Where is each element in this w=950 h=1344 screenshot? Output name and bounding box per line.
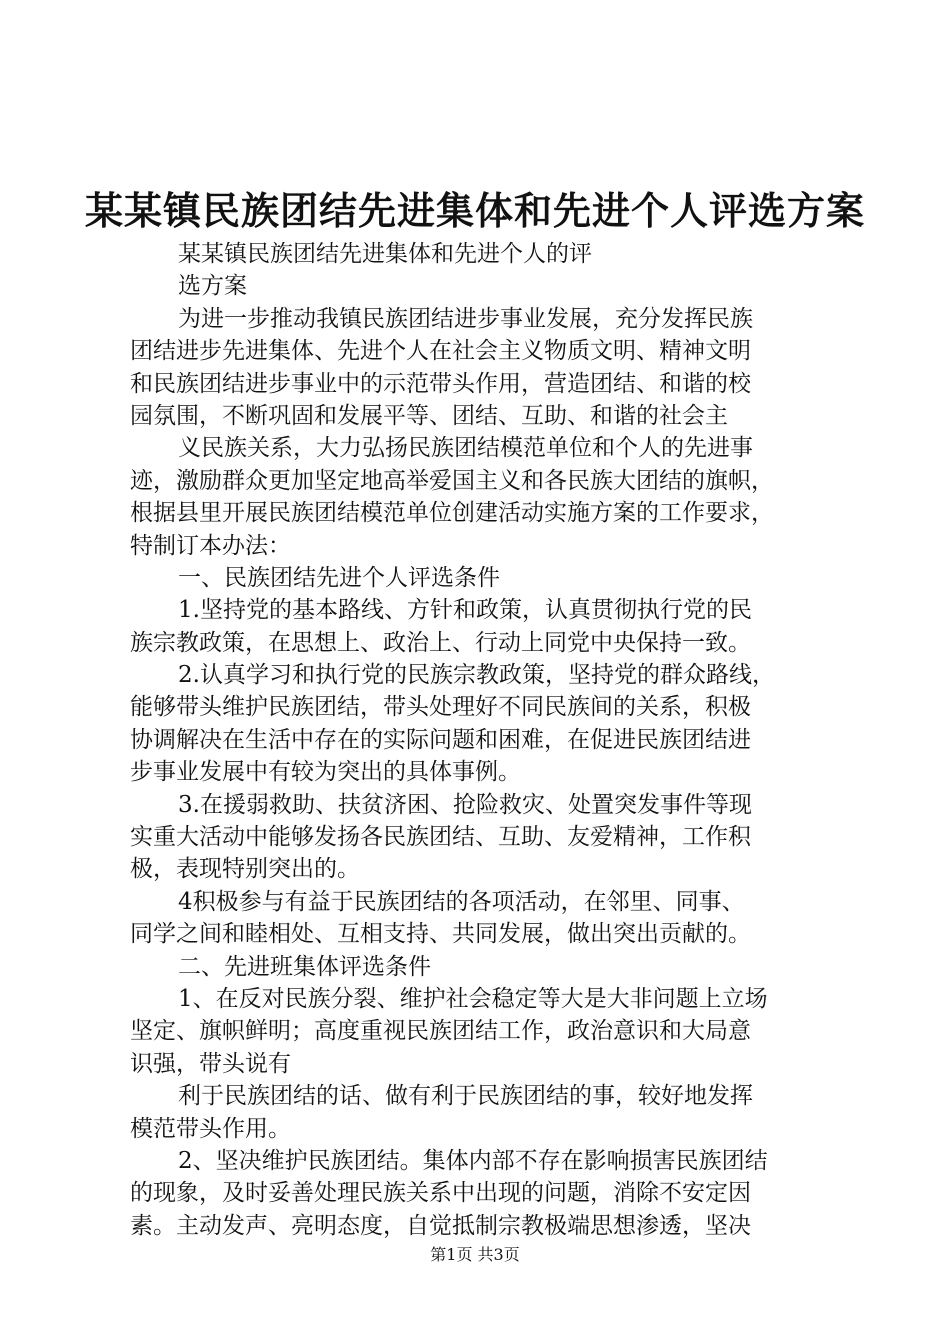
text-line: 族宗教政策，在思想上、政治上、行动上同党中央保持一致。: [130, 629, 751, 656]
text-line: 3.在援弱救助、扶贫济困、抢险救灾、处置突发事件等现: [178, 791, 752, 818]
text-line: 园氛围，不断巩固和发展平等、团结、互助、和谐的社会主: [130, 402, 728, 429]
text-line: 2.认真学习和执行党的民族宗教政策，坚持党的群众路线，: [178, 662, 775, 689]
text-line: 1.坚持党的基本路线、方针和政策，认真贯彻执行党的民: [178, 597, 752, 624]
text-line: 特制订本办法：: [130, 532, 291, 559]
text-line: 模范带头作用。: [130, 1115, 291, 1142]
text-line: 迹，激励群众更加坚定地高举爱国主义和各民族大团结的旗帜，: [130, 467, 774, 494]
text-line: 的现象，及时妥善处理民族关系中出现的问题，消除不安定因: [130, 1180, 751, 1207]
text-line: 根据县里开展民族团结模范单位创建活动实施方案的工作要求，: [130, 500, 774, 527]
text-line: 义民族关系，大力弘扬民族团结模范单位和个人的先进事: [178, 435, 753, 462]
text-line: 二、先进班集体评选条件: [178, 953, 431, 980]
text-line: 步事业发展中有较为突出的具体事例。: [130, 759, 521, 786]
text-line: 1、在反对民族分裂、维护社会稳定等大是大非问题上立场: [178, 985, 768, 1012]
text-line: 某某镇民族团结先进集体和先进个人的评: [178, 241, 592, 267]
document-title: 某某镇民族团结先进集体和先进个人评选方案: [84, 188, 865, 233]
text-line: 4积极参与有益于民族团结的各项活动，在邻里、同事、: [178, 888, 745, 915]
text-line: 素。主动发声、亮明态度，自觉抵制宗教极端思想渗透，坚决: [130, 1212, 751, 1239]
text-line: 坚定、旗帜鲜明；高度重视民族团结工作，政治意识和大局意: [130, 1018, 751, 1045]
text-line: 一、民族团结先进个人评选条件: [178, 564, 500, 591]
text-line: 协调解决在生活中存在的实际问题和困难，在促进民族团结进: [130, 726, 751, 753]
text-line: 和民族团结进步事业中的示范带头作用，营造团结、和谐的校: [130, 370, 751, 397]
text-line: 利于民族团结的话、做有利于民族团结的事，较好地发挥: [178, 1083, 753, 1110]
text-line: 团结进步先进集体、先进个人在社会主义物质文明、精神文明: [130, 338, 751, 365]
text-line: 2、坚决维护民族团结。集体内部不存在影响损害民族团结: [178, 1147, 768, 1174]
text-line: 能够带头维护民族团结，带头处理好不同民族间的关系，积极: [130, 694, 751, 721]
text-line: 识强，带头说有: [130, 1050, 291, 1077]
text-line: 实重大活动中能够发扬各民族团结、互助、友爱精神，工作积: [130, 824, 751, 851]
document-body: [130, 238, 830, 1242]
text-line: 同学之间和睦相处、互相支持、共同发展，做出突出贡献的。: [130, 921, 751, 948]
page-footer: 第1页 共3页: [430, 1245, 520, 1264]
text-line: 选方案: [178, 273, 247, 300]
text-line: 为进一步推动我镇民族团结进步事业发展，充分发挥民族: [178, 305, 753, 332]
text-line: 极，表现特别突出的。: [130, 856, 360, 883]
